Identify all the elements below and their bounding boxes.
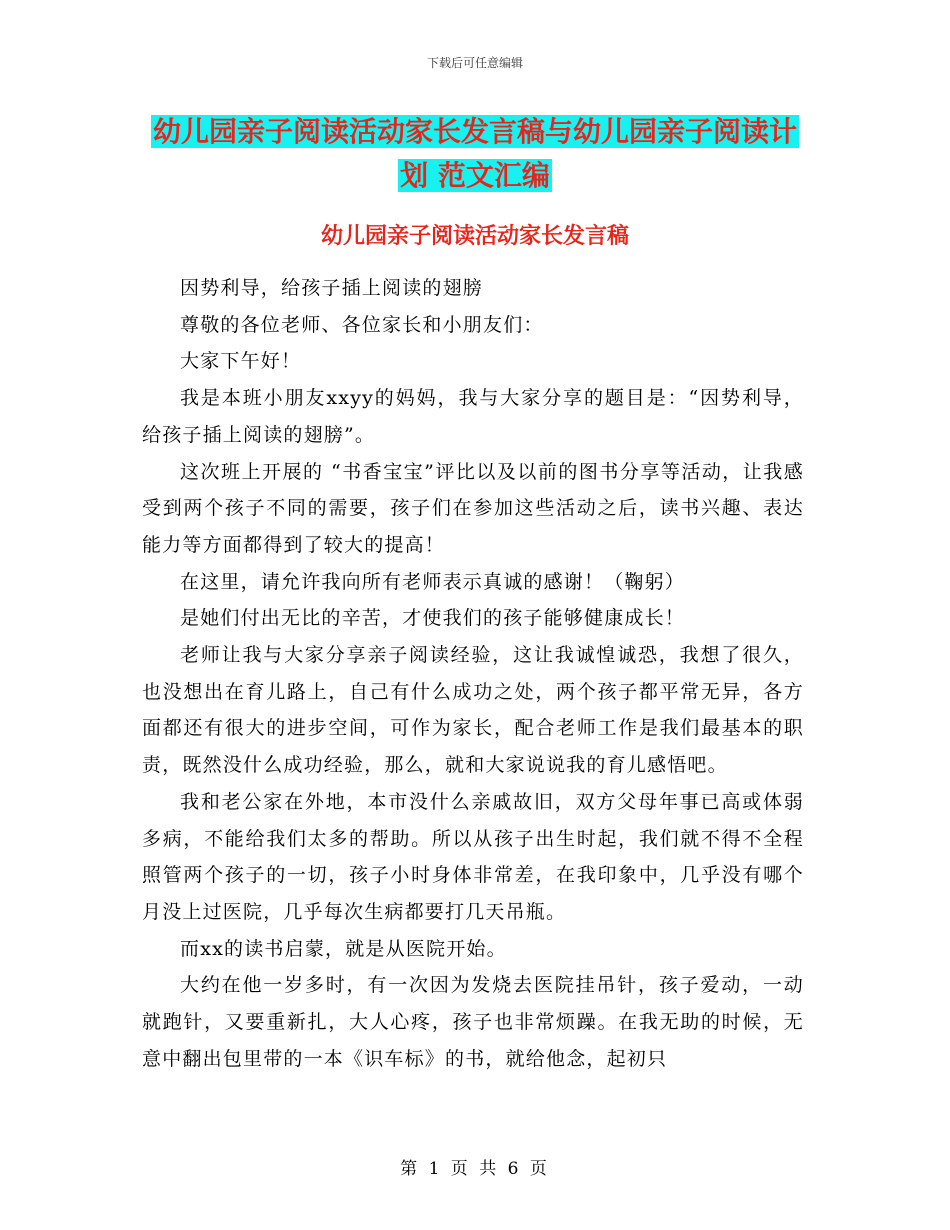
document-title-line-2 bbox=[140, 150, 810, 202]
document-body bbox=[142, 270, 804, 1077]
paragraph: 大约在他一岁多时，有一次因为发烧去医院挂吊针，孩子爱动，一动就跑针，又要重新扎，大人心疼，孩子也非常烦躁。在我无助的时候，无意中翻出包里带的一本《识车标》的书，就给他念，起初只 bbox=[142, 974, 804, 1070]
paragraph: 这次班上开展的 “书香宝宝”评比以及以前的图书分享等活动，让我感受到两个孩子不同的需要，孩子们在参加这些活动之后，读书兴趣、表达能力等方面都得到了较大的提高！ bbox=[142, 460, 804, 556]
title-highlight-1: 幼儿园亲子阅读活动家长发言稿与幼儿园亲子阅读计 bbox=[152, 115, 797, 148]
title-highlight-2: 划 范文汇编 bbox=[400, 159, 550, 192]
section-heading: 幼儿园亲子阅读活动家长发言稿 bbox=[320, 224, 629, 249]
paragraph: 是她们付出无比的辛苦，才使我们的孩子能够健康成长！ bbox=[180, 607, 686, 630]
paragraph: 我是本班小朋友xxyy的妈妈，我与大家分享的题目是：“因势利导，给孩子插上阅读的翅膀”。 bbox=[142, 387, 804, 446]
page-header: 下载后可任意编辑 bbox=[426, 56, 523, 70]
paragraph: 因势利导，给孩子插上阅读的翅膀 bbox=[180, 277, 484, 299]
paragraph: 老师让我与大家分享亲子阅读经验，这让我诚惶诚恐，我想了很久，也没想出在育儿路上，自己有什么成功之处，两个孩子都平常无异，各方面都还有很大的进步空间，可作为家长，配合老师工作是我们最基本的职责，既然没什么成功经验，那么，就和大家说说我的育儿感悟吧。 bbox=[142, 644, 804, 777]
paragraph: 而xx的读书启蒙，就是从医院开始。 bbox=[180, 937, 507, 960]
page-footer: 第 1 页 共 6 页 bbox=[400, 1159, 550, 1179]
paragraph: 我和老公家在外地，本市没什么亲戚故旧，双方父母年事已高或体弱多病，不能给我们太多的帮助。所以从孩子出生时起，我们就不得不全程照管两个孩子的一切，孩子小时身体非常差，在我印象中，几乎没有哪个月没上过医院，几乎每次生病都要打几天吊瓶。 bbox=[142, 790, 804, 923]
paragraph: 在这里，请允许我向所有老师表示真诚的感谢！（鞠躬） bbox=[180, 570, 686, 593]
paragraph: 尊敬的各位老师、各位家长和小朋友们： bbox=[180, 313, 544, 336]
paragraph: 大家下午好！ bbox=[180, 350, 302, 373]
